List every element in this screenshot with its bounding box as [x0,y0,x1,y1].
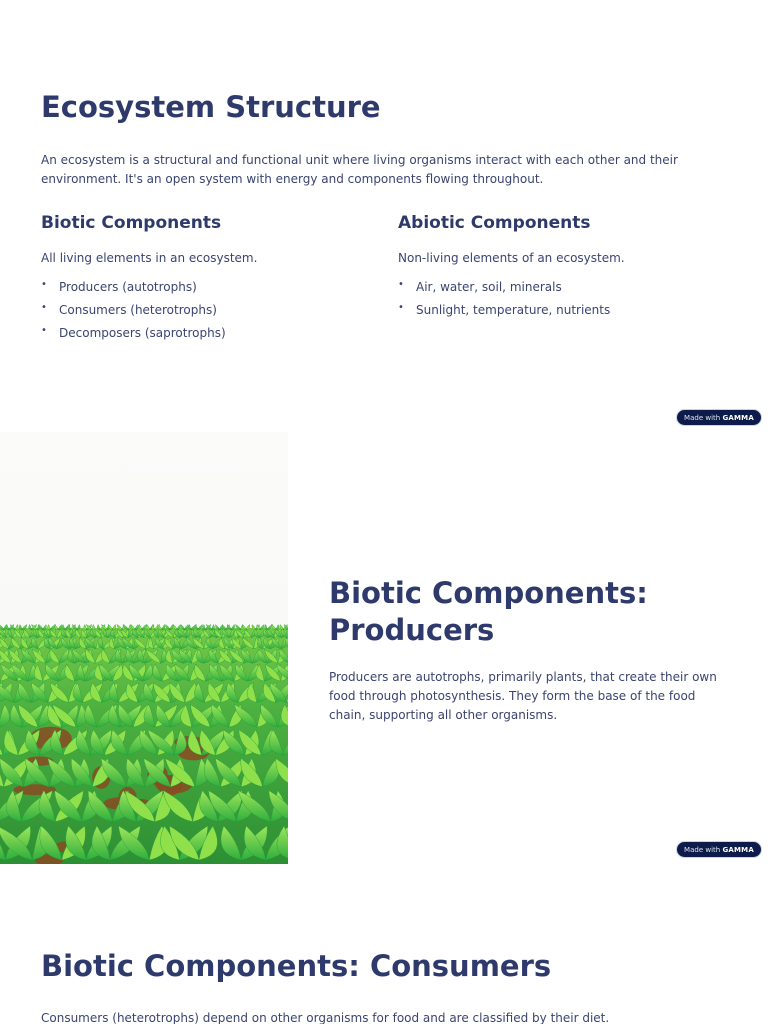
slide-producers [0,432,768,864]
made-with-gamma-badge[interactable]: Made with GAMMA [676,841,762,858]
gamma-logo: GAMMA [722,414,754,422]
bullet-icon: • [41,302,47,313]
producers-title: Biotic Components: Producers [329,576,648,647]
slide-consumers [0,864,768,1024]
list-item: • Decomposers (saprotrophs) [41,322,226,345]
consumers-title: Biotic Components: Consumers [41,949,552,983]
slide-ecosystem-structure [0,0,768,432]
producers-paragraph: Producers are autotrophs, primarily plants, that create their own food through photosynthesis. They form the base of the food chain, supporting all other organisms. [329,670,717,722]
consumers-paragraph: Consumers (heterotrophs) depend on other organisms for food and are classified by their diet. [41,1011,610,1024]
list-item: • Consumers (heterotrophs) [41,299,226,322]
gamma-logo: GAMMA [722,846,754,854]
biotic-list [41,276,226,345]
bullet-icon: • [398,302,404,313]
bullet-icon: • [41,279,47,290]
abiotic-list [398,276,610,322]
bullet-icon: • [41,325,47,336]
biotic-heading: Biotic Components [41,213,222,233]
intro-paragraph: An ecosystem is a structural and functional unit where living organisms interact with each other and their environment. It's an open system with energy and components flowing throughout. [41,153,678,186]
biotic-description: All living elements in an ecosystem. [41,251,258,265]
list-item: • Producers (autotrophs) [41,276,226,299]
made-with-gamma-badge[interactable]: Made with GAMMA [676,409,762,426]
abiotic-heading: Abiotic Components [398,213,591,233]
list-item: • Sunlight, temperature, nutrients [398,299,610,322]
page-title: Ecosystem Structure [41,90,381,124]
list-item: • Air, water, soil, minerals [398,276,610,299]
abiotic-description: Non-living elements of an ecosystem. [398,251,625,265]
bullet-icon: • [398,279,404,290]
plant-field-illustration [0,432,288,864]
